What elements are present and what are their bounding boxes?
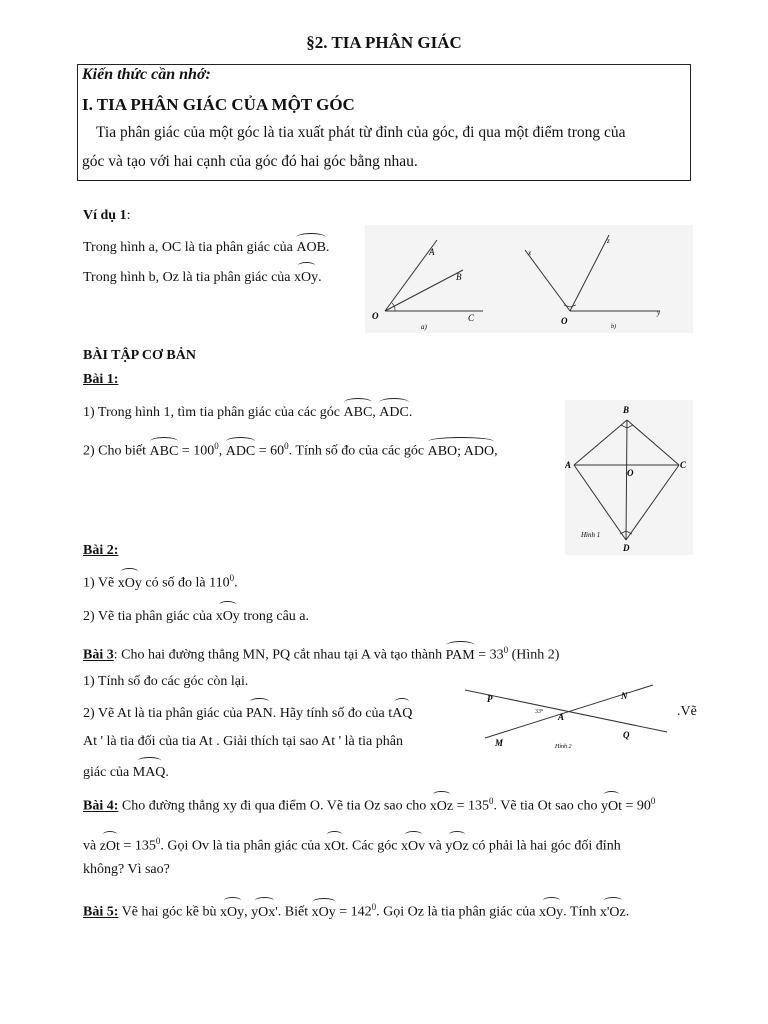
bai2-q2-text: 2) Vẽ tia phân giác của bbox=[83, 609, 213, 624]
angle-abc: ABC bbox=[343, 405, 373, 420]
bai3-q2-mid: . Hãy tính số đo của t bbox=[272, 706, 393, 721]
fig1-label-c: C bbox=[680, 460, 687, 470]
fig2-label-q: Q bbox=[623, 730, 630, 740]
bai3-q2-line3-end: . bbox=[165, 765, 169, 780]
fig-b-label-x: x bbox=[528, 249, 532, 257]
fig2-label-a: A bbox=[558, 712, 565, 722]
degree-mark: 0 bbox=[155, 836, 161, 846]
example-figure bbox=[365, 225, 693, 333]
bai4-line2-end: có phải là hai góc đối đỉnh bbox=[468, 838, 621, 854]
angle-xoy: xOy bbox=[539, 904, 564, 920]
bai5-text: Vẽ hai góc kề bù bbox=[118, 904, 217, 920]
fig1-label-o: O bbox=[627, 468, 634, 478]
bai1-q2-value-2: = 60 bbox=[255, 443, 285, 459]
bai1-q2 bbox=[83, 441, 498, 460]
fig-b-label-o: O bbox=[561, 316, 568, 326]
bai4-line2-mid: . Gọi Ov là tia phân giác của bbox=[160, 838, 321, 854]
angle-xoy: xOy bbox=[215, 609, 240, 624]
example-line-a bbox=[83, 238, 329, 256]
angle-adc-given: ADC bbox=[225, 443, 256, 459]
angle-xov: xOv bbox=[401, 838, 426, 854]
bai2-q1-mid: có số đo là 110 bbox=[141, 575, 230, 591]
angle-x-prime-oz: x'Oz bbox=[599, 904, 626, 920]
definition-line-2: góc và tạo với hai cạnh của góc đó hai góc bằng nhau. bbox=[82, 153, 418, 170]
page-title: §2. TIA PHÂN GIÁC bbox=[306, 33, 462, 52]
fig2-label-p: P bbox=[487, 694, 493, 704]
angle-xot: xOt bbox=[324, 838, 346, 854]
bai4-label: Bài 4: bbox=[83, 798, 119, 814]
example-label: Ví dụ 1 bbox=[83, 208, 127, 223]
fig2-label-n: N bbox=[621, 691, 628, 701]
degree-mark: 0 bbox=[214, 441, 219, 451]
example-line-b bbox=[83, 268, 322, 286]
bai3-q1: 1) Tính số đo các góc còn lại. bbox=[83, 674, 249, 689]
figure-2 bbox=[455, 680, 673, 752]
bai1-q2-value-1: = 100 bbox=[178, 443, 215, 459]
bai4-line2-text: và bbox=[83, 838, 97, 854]
bai2-q1-text: 1) Vẽ bbox=[83, 575, 115, 591]
bai4-line2 bbox=[83, 836, 621, 855]
angle-xoy: xOy bbox=[294, 270, 319, 285]
angle-abc-given: ABC bbox=[149, 443, 179, 459]
bai1-q2-text: 2) Cho biết bbox=[83, 443, 146, 459]
example-colon: : bbox=[126, 208, 131, 223]
example-label-line bbox=[83, 208, 130, 224]
fig-a-caption: a) bbox=[421, 323, 427, 331]
figure-1-svg bbox=[565, 400, 693, 555]
fig1-caption: Hình 1 bbox=[581, 531, 601, 539]
section-heading: I. TIA PHÂN GIÁC CỦA MỘT GÓC bbox=[82, 95, 355, 114]
example-line-b-end: . bbox=[318, 270, 322, 285]
bai1-q1-end: . bbox=[408, 405, 413, 420]
angle-taq: AQ bbox=[392, 706, 413, 721]
bai3-q2-line2: At ' là tia đối của tia At . Giải thích tại sao At ' là tia phân bbox=[83, 734, 403, 749]
bai4-line3: không? Vì sao? bbox=[83, 862, 170, 877]
bai4-value-2: = 90 bbox=[621, 798, 651, 814]
bai5-line bbox=[83, 902, 629, 921]
example-line-b-text: Trong hình b, Oz là tia phân giác của bbox=[83, 270, 291, 285]
bai4-line2-mid2: . Các góc bbox=[345, 838, 398, 854]
example-line-a-end: . bbox=[325, 240, 330, 255]
bai1-q2-sep: , bbox=[218, 443, 223, 459]
angle-yoz: yOz bbox=[445, 838, 469, 854]
degree-mark: 0 bbox=[229, 573, 235, 583]
fig1-label-a: A bbox=[565, 460, 572, 470]
bai2-label: Bài 2: bbox=[83, 543, 119, 558]
fig-a-label-b: B bbox=[456, 272, 462, 282]
fig2-angle-label: 33° bbox=[535, 709, 544, 715]
angle-adc: ADC bbox=[379, 405, 409, 420]
angle-xoz: xOz bbox=[429, 798, 454, 814]
bai5-value: = 142 bbox=[335, 904, 372, 920]
fig2-caption: Hình 2 bbox=[555, 744, 572, 750]
fig-a-label-a: A bbox=[429, 247, 435, 257]
bai2-q2-end: trong câu a. bbox=[239, 609, 310, 624]
bai3-given-value: = 33 bbox=[474, 647, 504, 663]
degree-mark: 0 bbox=[650, 796, 656, 806]
bai1-q1-sep: , bbox=[372, 405, 376, 420]
fig-a-label-o: O bbox=[372, 311, 379, 321]
fig-b-label-z: z bbox=[607, 237, 610, 245]
angle-xoy: xOy bbox=[117, 575, 142, 591]
figure-ab-svg bbox=[365, 225, 693, 333]
bai5-sep: , bbox=[244, 904, 248, 920]
fig1-label-d: D bbox=[623, 543, 630, 553]
bai1-q1-text: 1) Trong hình 1, tìm tia phân giác của các góc bbox=[83, 405, 340, 420]
bai4-value-3: = 135 bbox=[119, 838, 156, 854]
bai3-given-end: (Hình 2) bbox=[508, 647, 560, 663]
angle-pan: PAN bbox=[246, 706, 273, 721]
basic-exercises-heading: BÀI TẬP CƠ BẢN bbox=[83, 348, 196, 363]
fig-b-label-y: y bbox=[657, 309, 661, 317]
degree-mark: 0 bbox=[503, 645, 509, 655]
bai3-q2-line3-text: giác của bbox=[83, 765, 130, 780]
bai3-q2-line3 bbox=[83, 763, 169, 781]
degree-mark: 0 bbox=[489, 796, 494, 806]
bai5-label: Bài 5: bbox=[83, 904, 119, 920]
bai1-q2-end: , bbox=[494, 443, 498, 459]
bai4-line1 bbox=[83, 796, 655, 815]
bai1-label: Bài 1: bbox=[83, 372, 119, 387]
bai1-q2-mid: . Tính số đo của các góc bbox=[288, 443, 425, 459]
angle-maq: MAQ bbox=[132, 765, 166, 780]
angle-yot: yOt bbox=[600, 798, 622, 814]
example-line-a-text: Trong hình a, OC là tia phân giác của bbox=[83, 240, 293, 255]
fig-b-caption: b) bbox=[611, 324, 616, 330]
bai3-intro-text: : Cho hai đường thẳng MN, PQ cắt nhau tại A và tạo thành bbox=[113, 647, 443, 663]
knowledge-heading: Kiến thức cần nhớ: bbox=[82, 66, 211, 83]
bai5-end: . bbox=[625, 904, 630, 920]
bai5-mid: . Biết bbox=[277, 904, 309, 920]
angle-zot: zOt bbox=[99, 838, 120, 854]
fig2-label-m: M bbox=[495, 738, 504, 748]
angle-aob: AOB bbox=[296, 240, 326, 255]
degree-mark: 0 bbox=[371, 902, 377, 912]
bai3-q2 bbox=[83, 704, 412, 722]
bai4-line2-and: và bbox=[425, 838, 442, 854]
angle-pam: PAM bbox=[445, 647, 475, 663]
bai3-label: Bài 3 bbox=[83, 647, 114, 663]
bai1-q1 bbox=[83, 403, 412, 421]
bai5-mid2: . Gọi Oz là tia phân giác của bbox=[376, 904, 536, 920]
angle-xoy-given: xOy bbox=[311, 904, 336, 920]
bai3-q2-text: 2) Vẽ At là tia phân giác của bbox=[83, 706, 243, 721]
angle-abo-ado: ABO; ADO bbox=[427, 443, 495, 459]
bai2-q1 bbox=[83, 573, 238, 592]
bai3-intro bbox=[83, 645, 559, 664]
angle-yox-prime: yOx' bbox=[251, 904, 278, 920]
bai4-line1-text: Cho đường thẳng xy đi qua điểm O. Vẽ tia Oz sao cho bbox=[118, 798, 427, 814]
figure-2-svg bbox=[455, 680, 673, 752]
fig-a-label-c: C bbox=[468, 313, 475, 323]
bai3-q2-tail: .Vẽ bbox=[677, 704, 697, 719]
degree-mark: 0 bbox=[284, 441, 289, 451]
angle-xoy: xOy bbox=[220, 904, 245, 920]
bai5-mid3: . Tính bbox=[563, 904, 597, 920]
fig1-label-b: B bbox=[623, 405, 630, 415]
bai4-line1-mid: . Vẽ tia Ot sao cho bbox=[493, 798, 598, 814]
figure-1 bbox=[565, 400, 693, 555]
bai4-value-1: = 135 bbox=[453, 798, 490, 814]
definition-line-1: Tia phân giác của một góc là tia xuất phát từ đỉnh của góc, đi qua một điểm trong của bbox=[96, 124, 626, 141]
bai2-q1-end: . bbox=[234, 575, 238, 591]
bai2-q2 bbox=[83, 607, 309, 625]
